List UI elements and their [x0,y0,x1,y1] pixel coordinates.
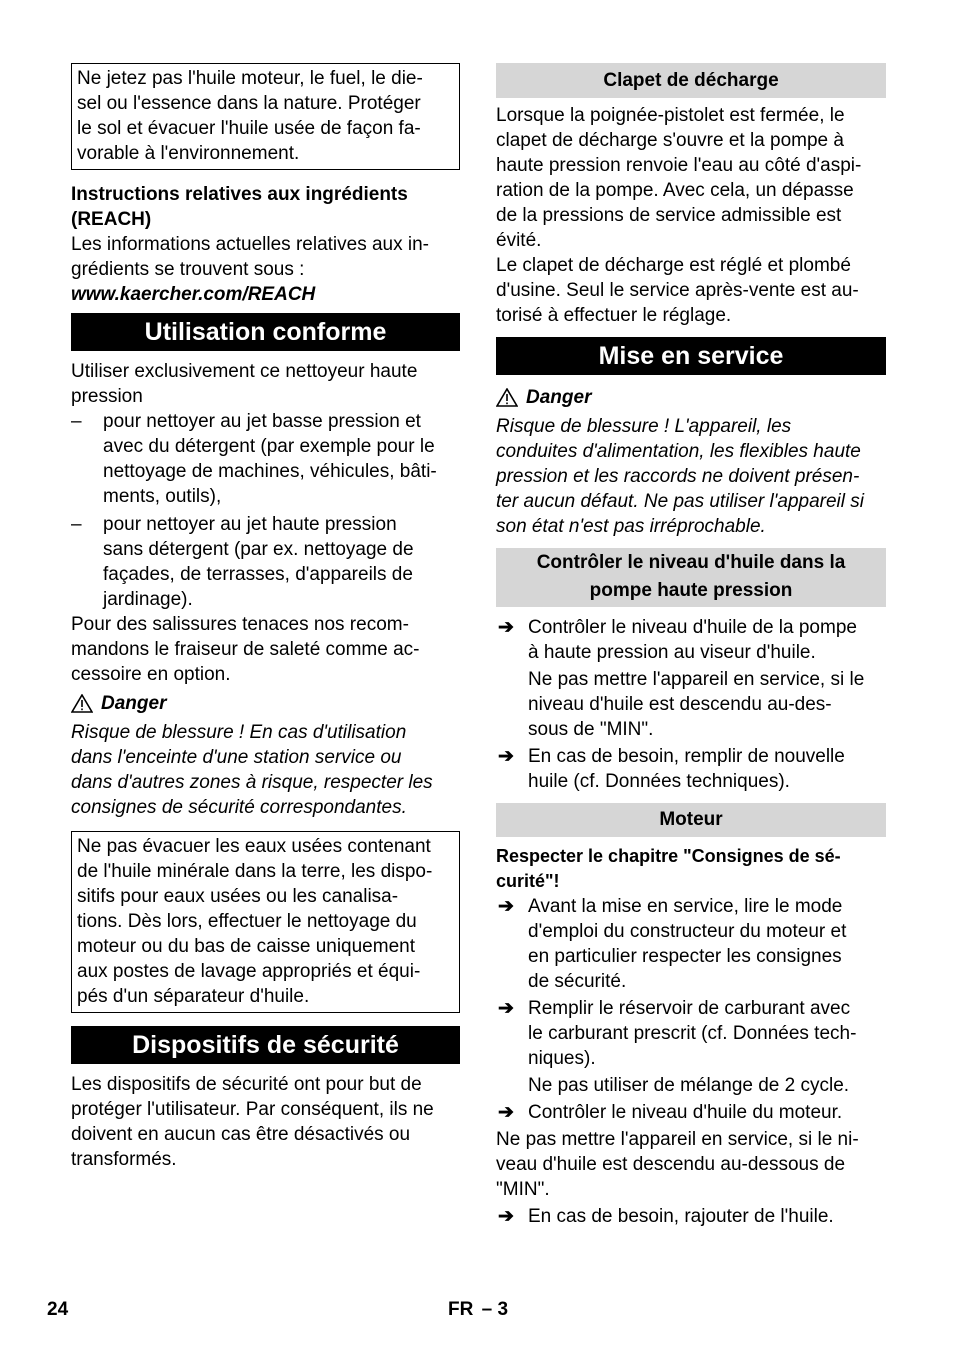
warning-triangle-icon [71,694,93,713]
dispositifs-text: Les dispositifs de sécurité ont pour but de protéger l'utilisateur. Par conséquent, ils ne doivent en aucun cas être désactivés ou transformés. [71,1074,434,1170]
clapet-paragraph-2: Le clapet de décharge est réglé et plombé d'usine. Seul le service après-vente est au- torisé à effectuer le réglage. [496,255,859,326]
environment-notice-text: Ne jetez pas l'huile moteur, le fuel, le die- sel ou l'essence dans la nature. Protéger le sol et évacuer l'huile usée de façon fa- vorable à l'environnement. [77,68,423,164]
heading-utilisation-conforme: Utilisation conforme [71,313,460,351]
reach-title: Instructions relatives aux ingrédients (REACH) [71,184,408,230]
page-number: 24 [47,1299,69,1320]
danger-heading: Danger [71,691,460,716]
arrow-right-icon: ➔ [498,998,514,1019]
reach-link[interactable]: www.kaercher.com/REACH [71,284,316,305]
list-item: ➔ Contrôler le niveau d'huile de la pompe à haute pression au viseur d'huile. [498,617,857,663]
wastewater-notice-box [71,831,460,1013]
danger-text: Risque de blessure ! En cas d'utilisation dans l'enceinte d'une station service ou dans d'autres zones à risque, respecter les consignes de sécurité correspondantes. [71,722,433,818]
arrow-right-icon: ➔ [498,1102,514,1123]
list-item: ➔ En cas de besoin, remplir de nouvelle huile (cf. Données techniques). [498,746,845,792]
danger-heading: Danger [496,385,886,410]
note: Ne pas utiliser de mélange de 2 cycle. [528,1075,850,1096]
arrow-right-icon: ➔ [498,1206,514,1227]
clapet-paragraph-1: Lorsque la poignée-pistolet est fermée, le clapet de décharge s'ouvre et la pompe à haute pression renvoie l'eau au côté d'aspi- ration de la pompe. Avec cela, un dépasse de la pressions de service admissible est évité. [496,105,862,251]
utilisation-list [71,409,460,612]
environment-notice-box [71,63,460,170]
arrow-right-icon: ➔ [498,896,514,917]
list-item: ➔ En cas de besoin, rajouter de l'huile. [498,1206,834,1227]
arrow-right-icon: ➔ [498,617,514,638]
utilisation-outro: Pour des salissures tenaces nos recom- mandons le fraiseur de saleté comme ac- cessoire en option. [71,614,420,685]
list-item: – pour nettoyer au jet haute pression sans détergent (par ex. nettoyage de façades, de terrasses, d'appareils de jardinage). [71,514,414,610]
right-column [496,63,886,1229]
heading-clapet-decharge: Clapet de décharge [496,63,886,98]
heading-controler-niveau-huile: Contrôler le niveau d'huile dans la pompe haute pression [496,548,886,607]
list-item: ➔ Avant la mise en service, lire le mode d'emploi du constructeur du moteur et en particulier respecter les consignes de sécurité. [498,896,847,992]
moteur-bold-note: Respecter le chapitre "Consignes de sé- curité"! [496,846,841,891]
left-column [71,63,460,1172]
wastewater-notice-text: Ne pas évacuer les eaux usées contenant de l'huile minérale dans la terre, les dispo- sitifs pour eaux usées ou les canalisa- tions. Dès lors, effectuer le nettoyage du moteur ou du bas de caisse uniquement aux postes de lavage appropriés et équi- pés d'un séparateur d'huile. [77,836,433,1007]
list-item: – pour nettoyer au jet basse pression et avec du détergent (par exemple pour le nettoyage de machines, véhicules, bâti- ments, outils), [71,411,437,507]
list-item: ➔ Contrôler le niveau d'huile du moteur. [498,1102,843,1123]
utilisation-intro: Utiliser exclusivement ce nettoyeur haute pression [71,361,418,407]
note: Ne pas mettre l'appareil en service, si le niveau d'huile est descendu au-des- sous de "MIN". [528,669,865,740]
list-item: ➔ Remplir le réservoir de carburant avec le carburant prescrit (cf. Données tech- niques). [498,998,857,1069]
footer-section: FR – 3 [448,1299,509,1320]
arrow-right-icon: ➔ [498,746,514,767]
heading-moteur: Moteur [496,803,886,837]
reach-text: Les informations actuelles relatives aux in- grédients se trouvent sous : [71,234,430,280]
danger-text: Risque de blessure ! L'appareil, les conduites d'alimentation, les flexibles haute pression et les raccords ne doivent présen- ter aucun défaut. Ne pas utiliser l'appareil si son état n'est pas irréprochable. [496,416,864,537]
warning-triangle-icon [496,388,518,407]
heading-dispositifs-securite: Dispositifs de sécurité [71,1026,460,1064]
heading-mise-en-service: Mise en service [496,337,886,375]
moteur-paragraph: Ne pas mettre l'appareil en service, si le ni- veau d'huile est descendu au-dessous de "MIN". [496,1129,859,1200]
